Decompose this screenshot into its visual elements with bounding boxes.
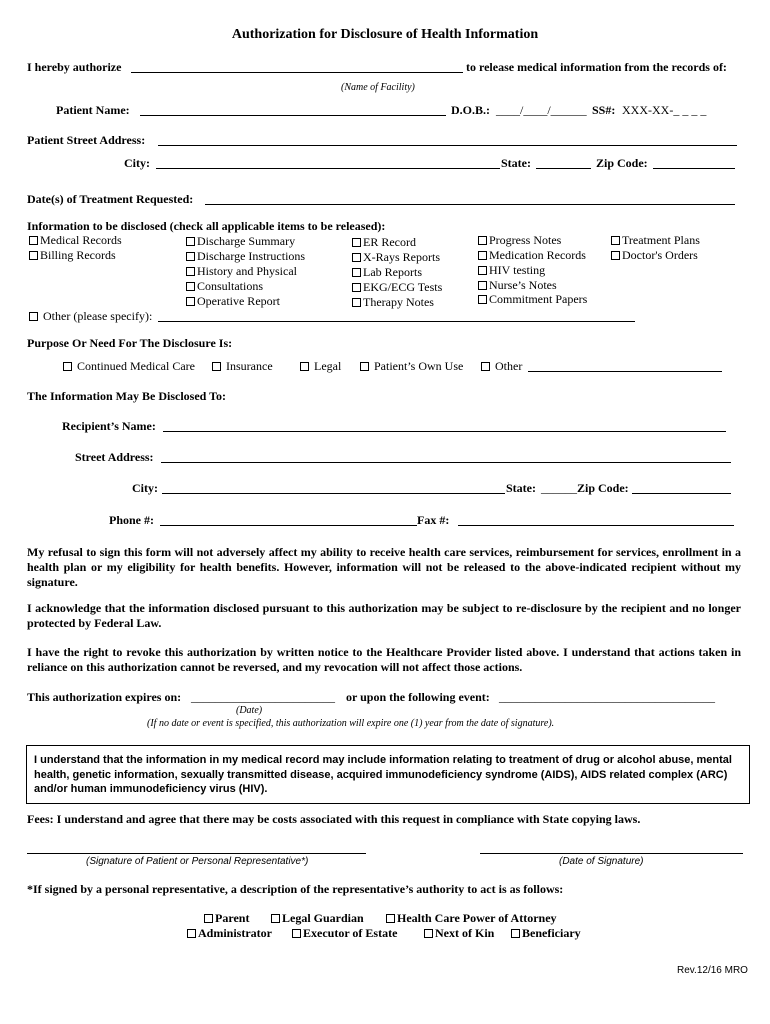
- checkbox[interactable]: [478, 295, 487, 304]
- dob-field[interactable]: ____/____/______: [496, 103, 587, 117]
- fax-field[interactable]: [458, 525, 734, 526]
- facility-note: (Name of Facility): [341, 82, 415, 93]
- info-option[interactable]: Doctor's Orders: [611, 249, 698, 261]
- info-option[interactable]: Therapy Notes: [352, 296, 434, 308]
- expiry-default-note: (If no date or event is specified, this authorization will expire one (1) year from the date of signature).: [147, 718, 555, 729]
- treatment-dates-field[interactable]: [205, 204, 735, 205]
- purpose-option[interactable]: Insurance: [212, 360, 273, 372]
- recipient-name-label: Recipient’s Name:: [62, 419, 156, 433]
- recipient-name-field[interactable]: [163, 431, 726, 432]
- recipient-street-field[interactable]: [161, 462, 731, 463]
- recipient-street-label: Street Address:: [75, 450, 154, 464]
- treatment-dates-label: Date(s) of Treatment Requested:: [27, 192, 194, 206]
- representative-heading: *If signed by a personal representative, a description of the representative’s authority to act is as follows:: [27, 882, 564, 896]
- purpose-option[interactable]: Other: [481, 360, 522, 372]
- info-option[interactable]: Consultations: [186, 280, 263, 292]
- checkbox[interactable]: [186, 267, 195, 276]
- info-option[interactable]: Billing Records: [29, 249, 116, 261]
- phone-label: Phone #:: [109, 513, 154, 527]
- checkbox[interactable]: [352, 268, 361, 277]
- info-other-field[interactable]: [158, 321, 635, 322]
- info-option[interactable]: X-Rays Reports: [352, 251, 440, 263]
- ss-field[interactable]: XXX-XX-_ _ _ _: [622, 103, 707, 117]
- checkbox[interactable]: [186, 252, 195, 261]
- signature-field[interactable]: [27, 853, 366, 854]
- signature-date-label: (Date of Signature): [559, 856, 644, 867]
- rep-option[interactable]: Legal Guardian: [271, 912, 364, 924]
- info-option[interactable]: Medical Records: [29, 234, 122, 246]
- checkbox[interactable]: [187, 929, 196, 938]
- info-option[interactable]: Medication Records: [478, 249, 586, 261]
- recipient-heading: The Information May Be Disclosed To:: [27, 389, 227, 403]
- info-option[interactable]: Commitment Papers: [478, 293, 587, 305]
- checkbox[interactable]: [478, 281, 487, 290]
- patient-name-label: Patient Name:: [56, 103, 130, 117]
- sensitive-info-notice: I understand that the information in my medical record may include information relating to treatment of drug or alcohol abuse, mental health, genetic information, sexually transmitted disease, acquired immunodeficiency syndrome (AIDS), AIDS related complex (ARC) and/or human immunodeficiency virus (HIV).: [26, 745, 750, 804]
- patient-zip-field[interactable]: [653, 168, 735, 169]
- fax-label: Fax #:: [417, 513, 450, 527]
- patient-street-label: Patient Street Address:: [27, 133, 146, 147]
- patient-city-label: City:: [124, 156, 150, 170]
- checkbox[interactable]: [478, 236, 487, 245]
- checkbox[interactable]: [611, 251, 620, 260]
- checkbox[interactable]: [300, 362, 309, 371]
- expiry-date-field[interactable]: ________________________: [191, 690, 335, 704]
- rep-option[interactable]: Beneficiary: [511, 927, 581, 939]
- fees-text: Fees: I understand and agree that there may be costs associated with this request in compliance with State copying laws.: [27, 812, 641, 826]
- checkbox[interactable]: [212, 362, 221, 371]
- purpose-option[interactable]: Legal: [300, 360, 341, 372]
- recipient-zip-label: Zip Code:: [577, 481, 629, 495]
- patient-name-field[interactable]: [140, 115, 446, 116]
- rep-option[interactable]: Parent: [204, 912, 249, 924]
- checkbox[interactable]: [29, 251, 38, 260]
- refusal-paragraph: My refusal to sign this form will not adversely affect my ability to receive health care services, reimbursement for services, enrollment in a health plan or my eligibility for health benefits. However, information will not be released to the above-indicated recipient without my signature.: [27, 545, 741, 589]
- purpose-option[interactable]: Patient’s Own Use: [360, 360, 463, 372]
- expiry-date-note: (Date): [236, 705, 263, 716]
- dob-label: D.O.B.:: [451, 103, 490, 117]
- checkbox[interactable]: [424, 929, 433, 938]
- revoke-paragraph: I have the right to revoke this authorization by written notice to the Healthcare Provider listed above. I understand that actions taken in reliance on this authorization cannot be reversed, and my revocation will not affect those actions.: [27, 645, 741, 674]
- authorize-suffix: to release medical information from the records of:: [466, 60, 727, 74]
- checkbox[interactable]: [352, 238, 361, 247]
- signature-date-field[interactable]: [480, 853, 743, 854]
- info-option[interactable]: HIV testing: [478, 264, 545, 276]
- checkbox[interactable]: [511, 929, 520, 938]
- checkbox[interactable]: [204, 914, 213, 923]
- checkbox[interactable]: [386, 914, 395, 923]
- purpose-other-field[interactable]: [528, 371, 722, 372]
- recipient-state-label: State:: [506, 481, 536, 495]
- info-option[interactable]: Operative Report: [186, 295, 280, 307]
- page-title: Authorization for Disclosure of Health Information: [231, 27, 539, 42]
- checkbox[interactable]: [352, 298, 361, 307]
- checkbox[interactable]: [478, 251, 487, 260]
- info-option[interactable]: History and Physical: [186, 265, 297, 277]
- checkbox[interactable]: [29, 236, 38, 245]
- ss-label: SS#:: [592, 103, 616, 117]
- info-option[interactable]: EKG/ECG Tests: [352, 281, 442, 293]
- expiry-label: This authorization expires on:: [27, 690, 182, 704]
- expiry-event-label: or upon the following event:: [346, 690, 490, 704]
- patient-zip-label: Zip Code:: [596, 156, 648, 170]
- patient-street-field[interactable]: [158, 145, 737, 146]
- acknowledge-paragraph: I acknowledge that the information disclosed pursuant to this authorization may be subject to re-disclosure by the recipient and no longer protected by Federal Law.: [27, 601, 741, 630]
- info-other-option[interactable]: Other (please specify):: [29, 310, 152, 322]
- info-option[interactable]: Nurse’s Notes: [478, 279, 557, 291]
- checkbox[interactable]: [352, 283, 361, 292]
- checkbox[interactable]: [29, 312, 38, 321]
- phone-field[interactable]: [160, 525, 417, 526]
- checkbox[interactable]: [63, 362, 72, 371]
- info-option[interactable]: Lab Reports: [352, 266, 422, 278]
- rep-option[interactable]: Administrator: [187, 927, 272, 939]
- rep-option[interactable]: Health Care Power of Attorney: [386, 912, 557, 924]
- patient-state-field[interactable]: [536, 168, 591, 169]
- info-option[interactable]: Discharge Instructions: [186, 250, 305, 262]
- checkbox[interactable]: [292, 929, 301, 938]
- recipient-city-label: City:: [132, 481, 158, 495]
- checkbox[interactable]: [611, 236, 620, 245]
- rep-option[interactable]: Executor of Estate: [292, 927, 397, 939]
- info-option[interactable]: Treatment Plans: [611, 234, 700, 246]
- checkbox[interactable]: [186, 237, 195, 246]
- info-option[interactable]: ER Record: [352, 236, 416, 248]
- checkbox[interactable]: [186, 297, 195, 306]
- checkbox[interactable]: [352, 253, 361, 262]
- info-option[interactable]: Discharge Summary: [186, 235, 295, 247]
- authorize-prefix: I hereby authorize: [27, 60, 122, 74]
- checkbox[interactable]: [186, 282, 195, 291]
- purpose-heading: Purpose Or Need For The Disclosure Is:: [27, 336, 233, 350]
- recipient-state-field[interactable]: ______: [541, 481, 577, 495]
- recipient-zip-field[interactable]: [632, 493, 731, 494]
- expiry-event-field[interactable]: ____________________________________: [499, 690, 715, 704]
- revision-label: Rev.12/16 MRO: [677, 965, 748, 976]
- checkbox[interactable]: [360, 362, 369, 371]
- info-option[interactable]: Progress Notes: [478, 234, 561, 246]
- checkbox[interactable]: [481, 362, 490, 371]
- signature-label: (Signature of Patient or Personal Representative*): [86, 856, 309, 867]
- purpose-option[interactable]: Continued Medical Care: [63, 360, 195, 372]
- rep-option[interactable]: Next of Kin: [424, 927, 494, 939]
- patient-state-label: State:: [501, 156, 531, 170]
- checkbox[interactable]: [271, 914, 280, 923]
- recipient-city-field[interactable]: [162, 493, 505, 494]
- checkbox[interactable]: [478, 266, 487, 275]
- info-heading: Information to be disclosed (check all applicable items to be released):: [27, 219, 386, 233]
- patient-city-field[interactable]: [156, 168, 500, 169]
- authorizer-field[interactable]: [131, 72, 463, 73]
